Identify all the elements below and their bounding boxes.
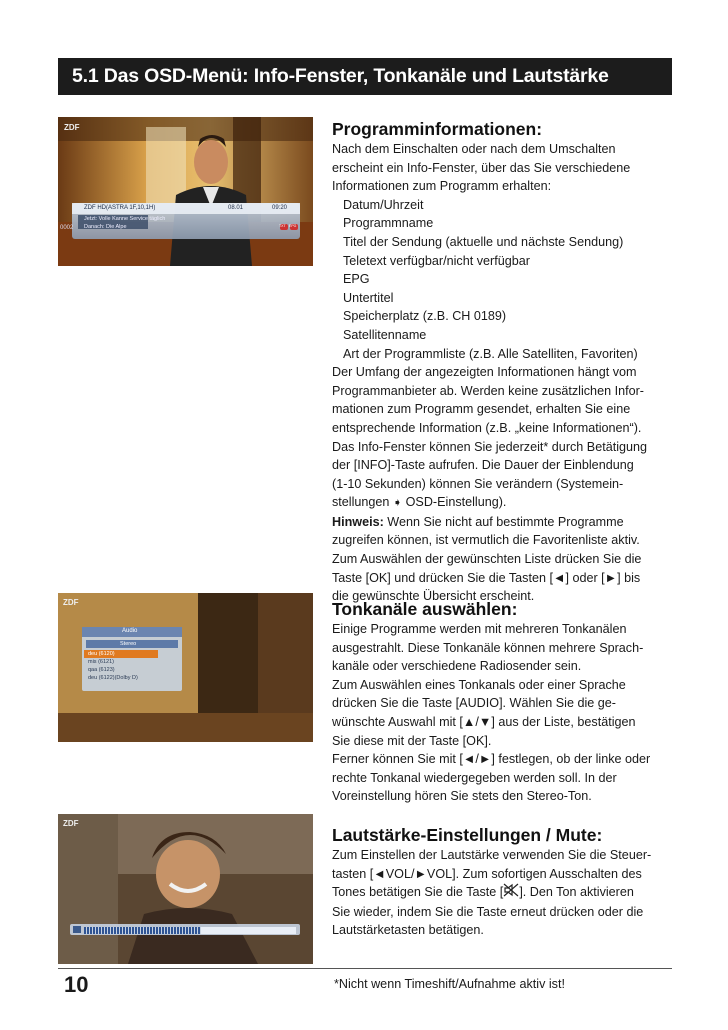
paragraph-line	[332, 493, 674, 513]
footnote: *Nicht wenn Timeshift/Aufnahme aktiv ist!	[334, 977, 565, 991]
paragraph-line: tasten [◄VOL/►VOL]. Zum sofortigen Ausschalten des	[332, 866, 642, 881]
hint-text: Wenn Sie nicht auf bestimmte Programme	[383, 514, 624, 529]
paragraph-line: mationen zum Programm gesendet, erhalten Sie eine	[332, 402, 631, 417]
paragraph-line: der [INFO]-Taste aufrufen. Die Dauer der Einblendung	[332, 458, 634, 473]
osd-date: 08.01	[228, 205, 244, 211]
info-window-photo	[58, 117, 313, 266]
info-list-item: Speicherplatz (z.B. CH 0189)	[343, 309, 507, 324]
channel-logo: ZDF	[63, 598, 79, 607]
mute-icon	[503, 883, 519, 903]
paragraph-line: Nach dem Einschalten oder nach dem Umschalten	[332, 142, 616, 156]
osd-badge-epg: EPG	[289, 224, 297, 228]
info-list-item: Datum/Uhrzeit	[343, 197, 424, 212]
paragraph-line: erscheint ein Info-Fenster, über das Sie verschiedene	[332, 160, 631, 175]
osd-program-number: 0002	[60, 225, 74, 231]
page-number: 10	[64, 972, 89, 997]
paragraph-line: Zum Einstellen der Lautstärke verwenden Sie die Steuer-	[332, 848, 652, 862]
paragraph-line: ausgestrahlt. Diese Tonkanäle können mehrere Sprach-	[332, 640, 644, 655]
settings-text: stellungen	[332, 495, 390, 510]
osd-now-showing: Jetzt: Volle Kanne Service täglich	[84, 216, 166, 222]
channel-logo: ZDF	[64, 123, 80, 132]
paragraph-line: Das Info-Fenster können Sie jederzeit* durch Betätigung	[332, 439, 648, 454]
hint-label: Hinweis:	[332, 514, 384, 529]
paragraph-text: Tones betätigen Sie die Taste [	[332, 885, 504, 900]
paragraph-line: Einige Programme werden mit mehreren Tonkanälen	[332, 622, 627, 636]
channel-logo: ZDF	[63, 819, 79, 828]
osd-next-showing: Danach: Die Alpe	[84, 224, 127, 230]
audio-option[interactable]: mis (6121)	[88, 659, 114, 665]
hint-line	[332, 513, 674, 532]
paragraph-text: ]. Den Ton aktivieren	[519, 885, 634, 900]
osd-badge-txt: TXT	[279, 224, 286, 228]
info-list-item: Teletext verfügbar/nicht verfügbar	[343, 253, 530, 268]
volume-bar[interactable]	[84, 927, 296, 934]
paragraph-line: die gewünschte Übersicht erscheint.	[332, 589, 535, 604]
info-list-item: Art der Programmliste (z.B. Alle Satelliten, Favoriten)	[343, 346, 638, 361]
paragraph-line: Lautstärketasten betätigen.	[332, 923, 484, 938]
paragraph-line: Voreinstellung hören Sie stets den Stereo-Ton.	[332, 789, 592, 804]
paragraph-line: rechte Tonkanal wiedergegeben werden soll. In der	[332, 770, 617, 785]
paragraph-line	[332, 883, 674, 903]
paragraph-line: Zum Auswählen der gewünschten Liste drücken Sie die	[332, 552, 642, 567]
paragraph-line: Taste [OK] und drücken Sie die Tasten [◄] oder [►] bis	[332, 570, 641, 585]
volume-photo	[58, 814, 313, 964]
section-program-info	[332, 118, 674, 606]
audio-mode: Stereo	[120, 641, 137, 647]
page-header: 5.1 Das OSD-Menü: Info-Fenster, Tonkanäle und Lautstärke	[58, 58, 672, 95]
paragraph-line: (1-10 Sekunden) können Sie verändern (Systemein-	[332, 476, 624, 491]
paragraph-line: Sie diese mit der Taste [OK].	[332, 733, 492, 748]
audio-option[interactable]: qaa (6123)	[88, 667, 115, 673]
paragraph-line: Zum Auswählen eines Tonkanals oder einer Sprache	[332, 677, 626, 692]
osd-channel-name: ZDF HD(ASTRA 1F,10,1H)	[84, 205, 156, 211]
section-audio-channels	[332, 598, 674, 806]
settings-text: OSD-Einstellung).	[402, 495, 507, 510]
paragraph-line: kanäle oder verschiedene Radiosender sein.	[332, 659, 582, 674]
audio-menu-photo	[58, 593, 313, 742]
section-volume-mute	[332, 824, 674, 940]
paragraph-line: Informationen zum Programm erhalten:	[332, 179, 552, 194]
paragraph-line: Programmanbieter ab. Werden keine zusätzlichen Infor-	[332, 383, 644, 398]
osd-time: 09:20	[272, 205, 288, 211]
section-heading: Lautstärke-Einstellungen / Mute:	[332, 825, 603, 845]
info-list-item: Titel der Sendung (aktuelle und nächste Sendung)	[343, 234, 624, 249]
paragraph-line: Sie wieder, indem Sie die Taste erneut drücken oder die	[332, 904, 644, 919]
section-heading: Tonkanäle auswählen:	[332, 599, 518, 619]
info-screen	[58, 117, 313, 266]
audio-option[interactable]: deu (6122)(Dolby D)	[88, 675, 138, 681]
volume-level-fill	[84, 927, 201, 934]
info-list-item: Untertitel	[343, 290, 394, 305]
audio-menu-title: Audio	[122, 628, 138, 634]
volume-screen	[58, 814, 313, 964]
audio-option[interactable]: deu (6120)	[88, 651, 115, 657]
paragraph-line: Ferner können Sie mit [◄/►] festlegen, ob der linke oder	[332, 752, 651, 767]
info-list-item: Satellitenname	[343, 327, 427, 342]
info-list-item: EPG	[343, 272, 370, 287]
arrow-icon: ➧	[392, 496, 403, 510]
paragraph-line: entsprechende Information (z.B. „keine Informationen“).	[332, 420, 642, 435]
info-list-item: Programmname	[343, 216, 434, 231]
paragraph-line: zugreifen können, ist vermutlich die Favoritenliste aktiv.	[332, 533, 640, 548]
paragraph-line: Der Umfang der angezeigten Informationen hängt vom	[332, 365, 637, 380]
footer-divider	[58, 968, 672, 969]
paragraph-line: wünschte Auswahl mit [▲/▼] aus der Liste, bestätigen	[332, 714, 636, 729]
section-heading: Programminformationen:	[332, 119, 543, 139]
paragraph-line: drücken Sie die Taste [AUDIO]. Wählen Sie die ge-	[332, 696, 616, 711]
